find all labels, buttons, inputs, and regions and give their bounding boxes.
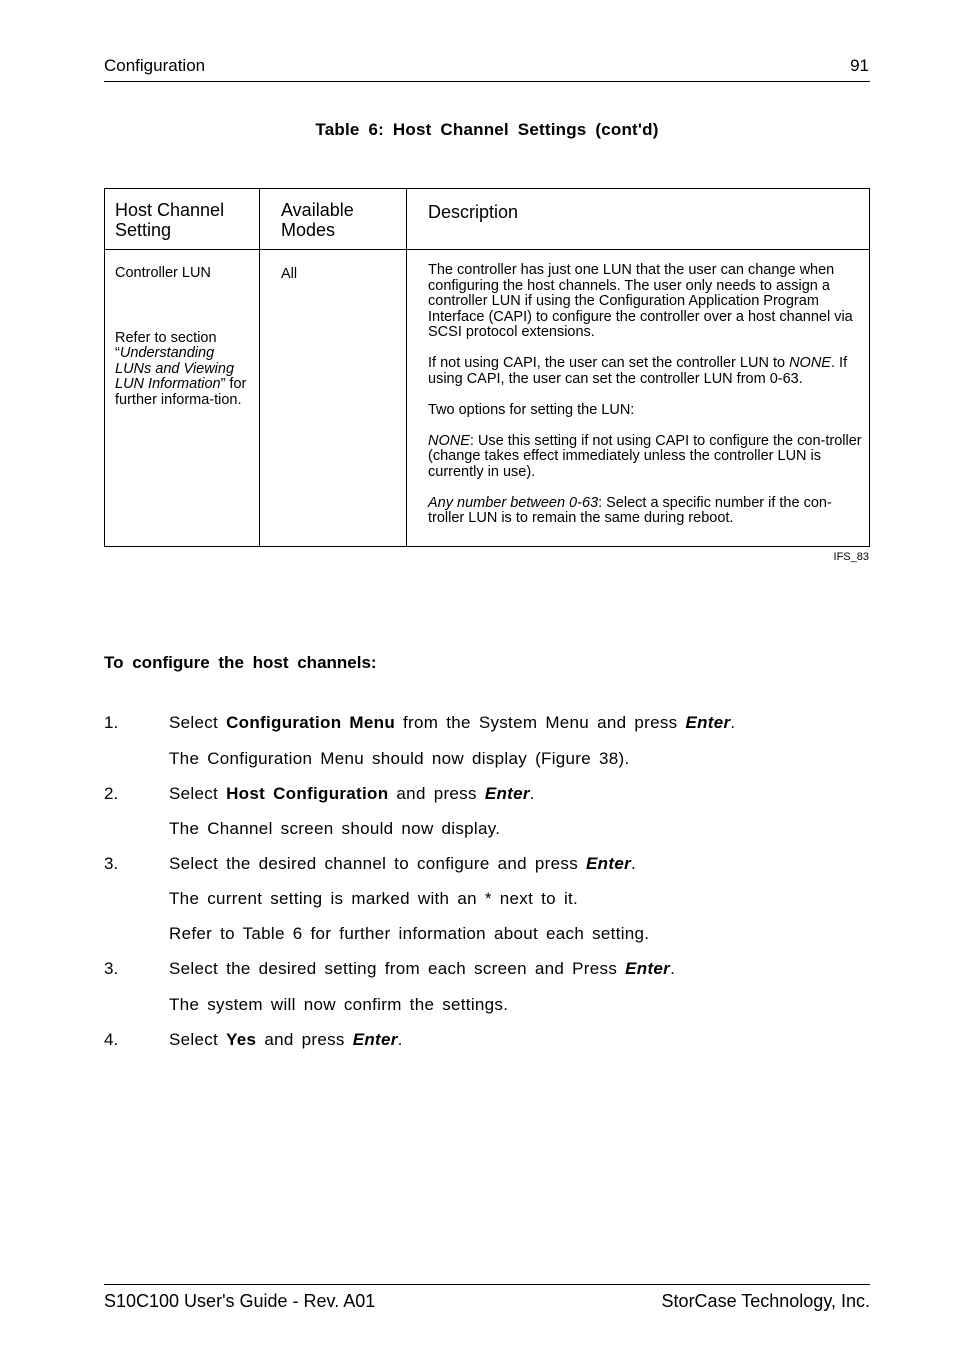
step-note: Refer to Table 6 for further information about each setting. — [169, 924, 650, 943]
table-title: Table 6: Host Channel Settings (cont'd) — [315, 120, 659, 139]
column-header-setting: Host Channel Setting — [105, 189, 260, 250]
description-paragraph: If not using CAPI, the user can set the controller LUN to NONE. If using CAPI, the user can set the controller LUN from 0-63. — [428, 355, 848, 387]
footer-rule — [104, 1284, 870, 1285]
footer-document-title: S10C100 User's Guide - Rev. A01 — [104, 1291, 376, 1311]
refer-section-title: Understanding LUNs and Viewing LUN Information — [115, 345, 235, 393]
step-text: Select the desired setting from each screen and Press Enter. — [169, 959, 676, 978]
step-number: 1. — [104, 713, 119, 732]
footer-company: StorCase Technology, Inc. — [661, 1291, 870, 1311]
procedure-title: To configure the host channels: — [104, 653, 377, 672]
step-note: The Channel screen should now display. — [169, 819, 501, 838]
step-number: 4. — [104, 1030, 119, 1049]
description-paragraph: Two options for setting the LUN: — [428, 401, 635, 418]
figure-code: IFS_83 — [833, 551, 869, 563]
step-note: The current setting is marked with an * next to it. — [169, 889, 579, 908]
description-paragraph: NONE: Use this setting if not using CAPI to configure the con-troller (change takes effect immediately unless the controller LUN is currently in use). — [428, 432, 862, 480]
running-header-section: Configuration — [104, 56, 206, 75]
header-rule — [104, 81, 870, 82]
step-number: 2. — [104, 784, 119, 803]
setting-name: Controller LUN — [115, 265, 211, 281]
modes-cell — [260, 250, 407, 547]
step-text: Select Yes and press Enter. — [169, 1030, 403, 1049]
setting-cell — [105, 250, 260, 547]
step-note: The Configuration Menu should now display (Figure 38). — [169, 749, 630, 768]
modes-value: All — [281, 266, 298, 282]
step-text: Select the desired channel to configure and press Enter. — [169, 854, 637, 873]
step-number: 3. — [104, 959, 119, 978]
column-header-description: Description — [407, 189, 870, 250]
host-channel-settings-table — [104, 188, 870, 547]
column-header-modes: Available Modes — [260, 189, 407, 250]
step-number: 3. — [104, 854, 119, 873]
page-number: 91 — [850, 56, 869, 75]
description-cell — [407, 250, 870, 547]
description-paragraph: Any number between 0-63: Select a specific number if the con-troller LUN is to remain the same during reboot. — [428, 494, 832, 526]
table-row — [105, 250, 870, 547]
step-note: The system will now confirm the settings. — [169, 995, 509, 1014]
table-header-row — [105, 189, 870, 250]
step-text: Select Configuration Menu from the System Menu and press Enter. — [169, 713, 736, 732]
description-paragraph: The controller has just one LUN that the user can change when configuring the host channels. The user only needs to assign a controller LUN if using the Configuration Application Program Interface (CAPI) to configure the controller over a host channel via SCSI protocol extensions. — [428, 262, 853, 340]
refer-note: Refer to section “Understanding LUNs and Viewing LUN Information” for further informa-tion. — [115, 329, 247, 408]
step-text: Select Host Configuration and press Enter. — [169, 784, 535, 803]
